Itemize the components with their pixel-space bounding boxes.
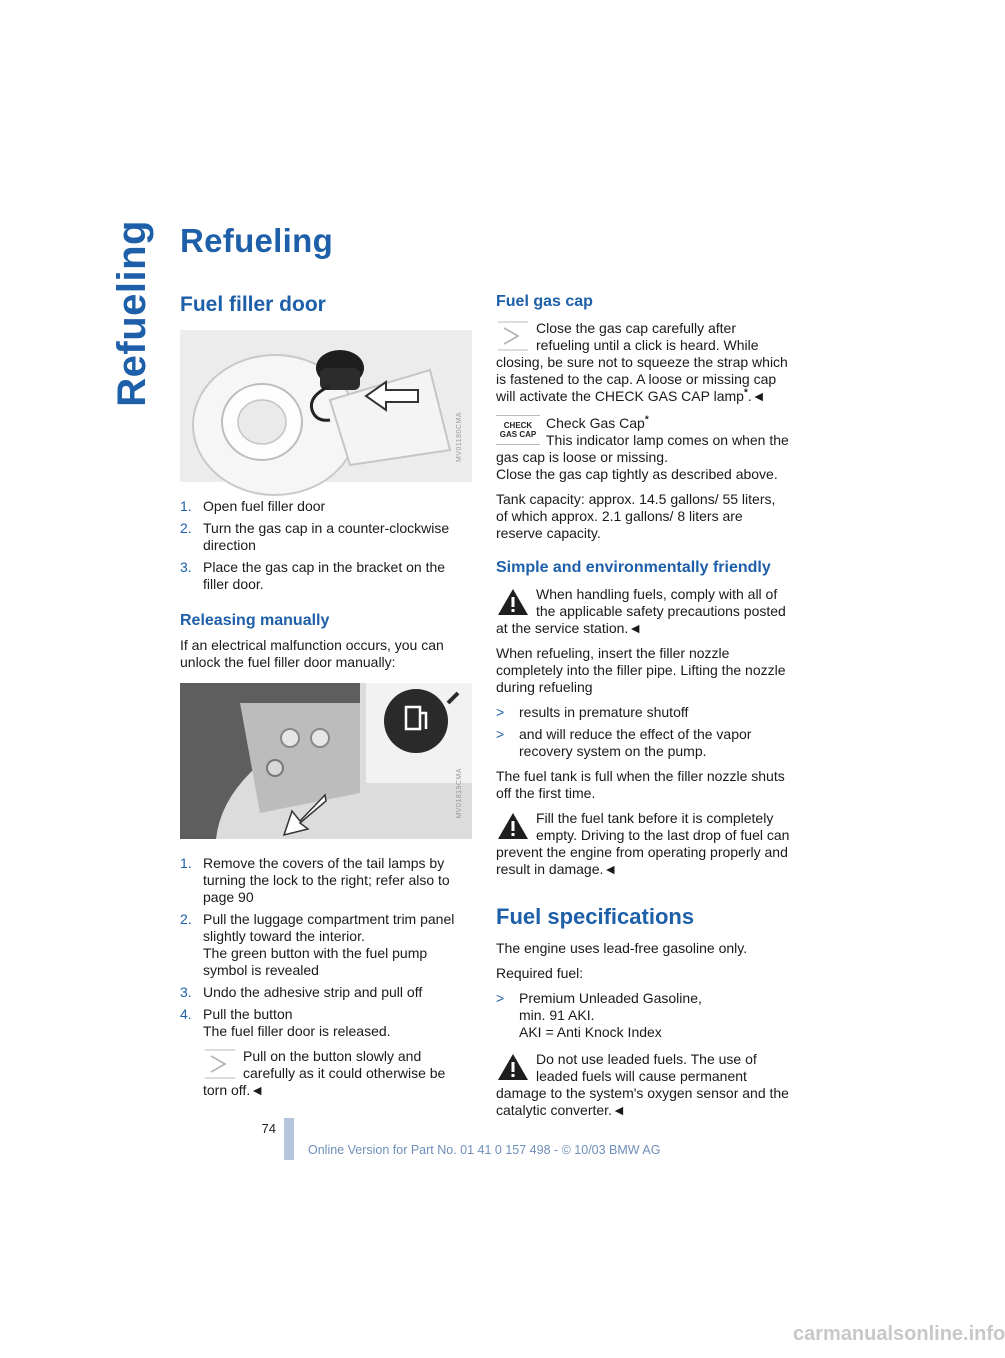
releasing-manually-heading: Releasing manually [180,612,330,629]
fuel-specs-heading: Fuel specifications [496,904,695,929]
check-gas-cap-badge-icon: CHECK GAS CAP [496,415,540,445]
safety-warning: When handling fuels, comply with all of the applicable safety precautions posted at the service station.◄ [496,586,786,636]
required-fuel-label: Required fuel: [496,965,584,981]
lamp-after: Close the gas cap tightly as described above. [496,466,778,482]
note-triangle-icon [496,320,530,352]
manual-release-steps [180,855,472,1040]
nozzle-effects-list [496,704,790,760]
footer-bar [284,1118,294,1160]
gas-cap-note: Close the gas cap carefully after refueling until a click is heard. While closing, be sure not to squeeze the strap which is fastened to the cap. A loose or missing cap will activate the CHECK GAS CAP lamp*.◄ [496,320,788,404]
list-item: 3. Undo the adhesive strip and pull off [180,984,423,1000]
figure-code: MV01180CMA [456,411,463,462]
manual-release-figure [180,683,472,839]
warning-triangle-icon [496,586,530,618]
lamp-title: Check Gas Cap [546,415,645,431]
fuel-gas-cap-heading: Fuel gas cap [496,293,593,310]
fuel-cap-illustration [180,330,472,482]
filler-door-steps [180,498,472,593]
side-tab-label: Refueling [110,220,154,407]
check-gas-cap-lamp: CHECK GAS CAP Check Gas Cap* This indicator lamp comes on when the gas cap is loose or missing. Close the gas cap tightly as described above. [496,414,789,482]
lead-free-para: The engine uses lead-free gasoline only. [496,940,748,956]
watermark: carmanualsonline.info [793,1323,1005,1345]
online-version-text: Online Version for Part No. 01 41 0 157 498 - © 10/03 BMW AG [308,1143,661,1157]
left-column [180,292,472,1107]
pull-button-note: Pull on the button slowly and carefully as it could otherwise be torn off.◄ [203,1048,446,1098]
list-item: 4. Pull the button The fuel filler door is released. [180,1006,391,1039]
list-item: > Premium Unleaded Gasoline, min. 91 AKI. AKI = Anti Knock Index [496,990,702,1040]
empty-tank-warning: Fill the fuel tank before it is completely empty. Driving to the last drop of fuel can prevent the engine from operating properly and result in damage.◄ [496,810,790,877]
refueling-para: When refueling, insert the filler nozzle completely into the filler pipe. Lifting the nozzle during refueling [496,645,786,695]
right-column [496,292,790,1127]
page-title: Refueling [180,222,334,259]
warning-triangle-icon [496,810,530,842]
fuel-filler-door-figure [180,330,472,482]
list-item: > and will reduce the effect of the vapor recovery system on the pump. [496,726,752,759]
fuel-filler-door-heading: Fuel filler door [180,293,326,316]
warning-triangle-icon [496,1051,530,1083]
tank-full-para: The fuel tank is full when the filler nozzle shuts off the first time. [496,768,785,801]
required-fuel-list [496,990,790,1041]
tank-capacity: Tank capacity: approx. 14.5 gallons/ 55 liters, of which approx. 2.1 gallons/ 8 liters are reserve capacity. [496,491,776,541]
leaded-fuel-warning: Do not use leaded fuels. The use of leaded fuels will cause permanent damage to the system's oxygen sensor and the catalytic converter.◄ [496,1051,789,1118]
list-item: 2. Turn the gas cap in a counter-clockwise direction [180,520,450,553]
list-item: 1. Remove the covers of the tail lamps by turning the lock to the right; refer also to page 90 [180,855,450,905]
note-triangle-icon [203,1048,237,1080]
figure-code: MV01819CMA [456,768,463,819]
page-number: 74 [261,1121,276,1136]
list-item: 1. Open fuel filler door [180,498,326,514]
list-item: 2. Pull the luggage compartment trim panel slightly toward the interior. The green button with the fuel pump symbol is revealed [180,911,455,978]
releasing-intro: If an electrical malfunction occurs, you can unlock the fuel filler door manually: [180,637,444,670]
trim-panel-illustration [180,683,472,839]
lamp-text: This indicator lamp comes on when the gas cap is loose or missing. [496,432,789,465]
list-item: > results in premature shutoff [496,704,689,720]
simple-env-heading: Simple and environmentally friendly [496,559,771,576]
list-item: 3. Place the gas cap in the bracket on the filler door. [180,559,446,592]
